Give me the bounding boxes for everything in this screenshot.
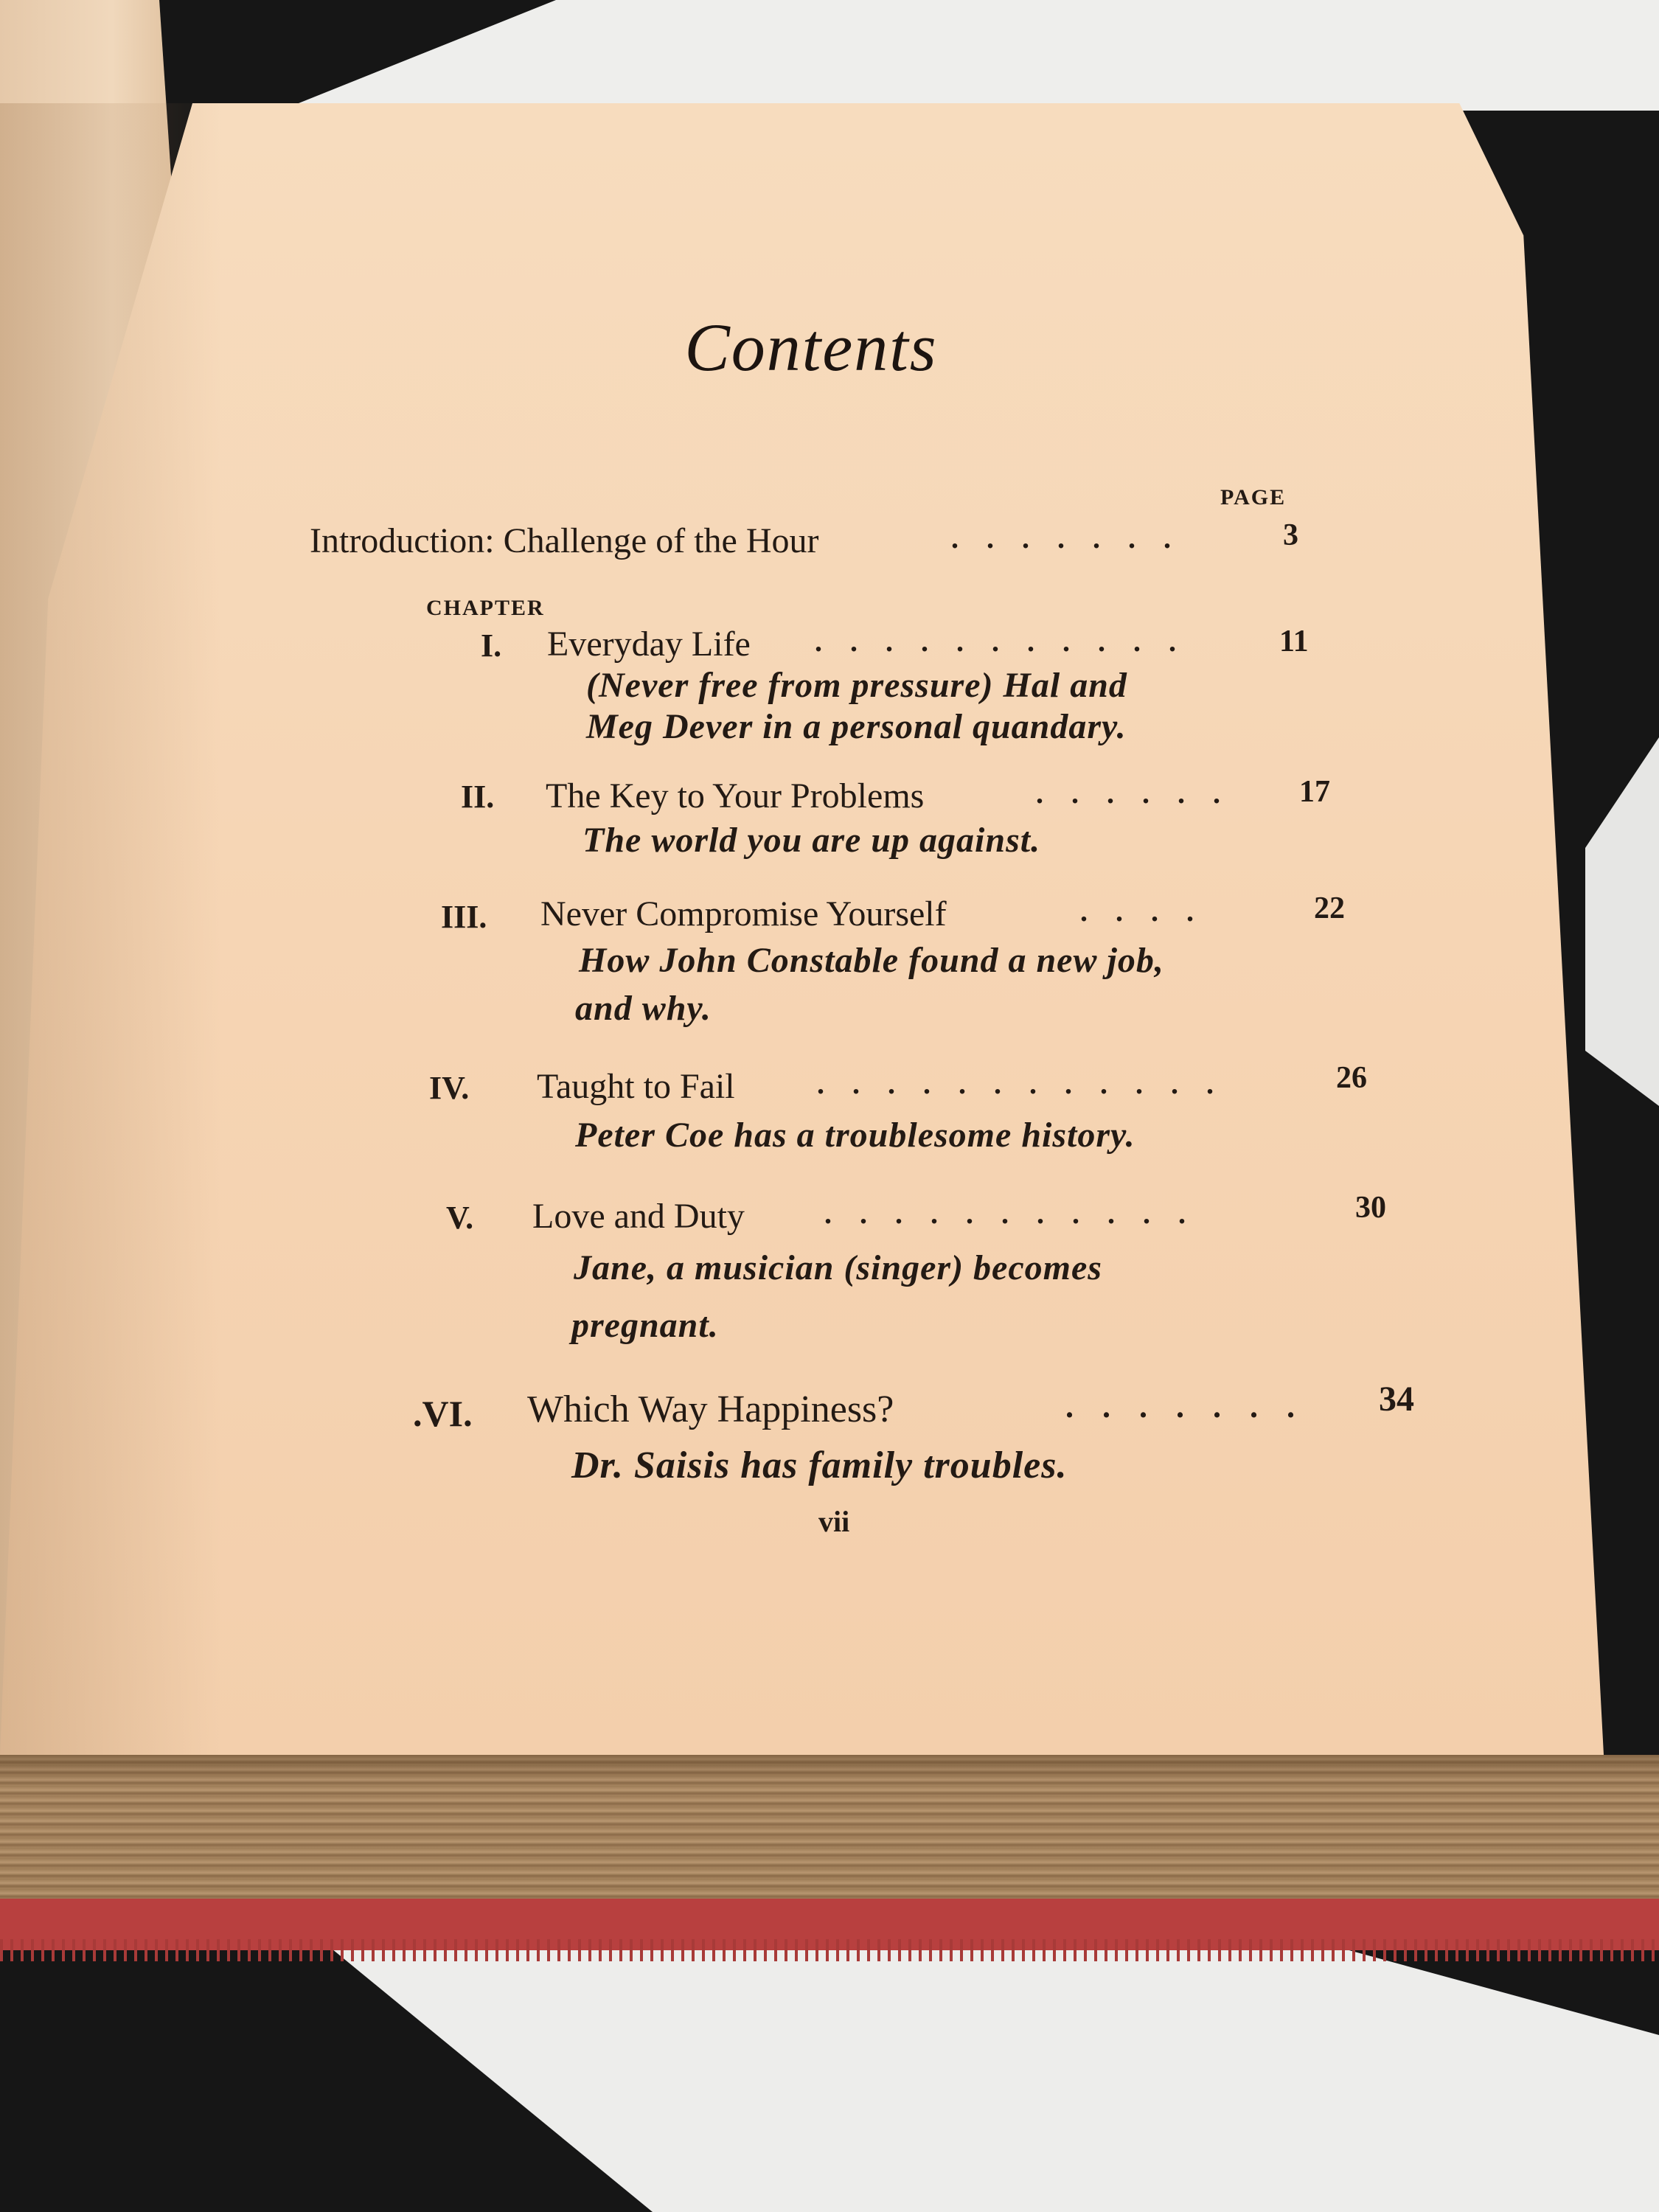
chapter-title: Which Way Happiness? [527,1388,894,1430]
chapter-number: II. [461,779,495,815]
cover-fray [0,1939,1659,1961]
chapter-number: V. [446,1200,474,1236]
chapter-description: Dr. Saisis has family troubles. [571,1444,1068,1486]
chapter-page-number: 17 [1299,775,1330,809]
chapter-column-header: CHAPTER [426,596,545,620]
chapter-description: (Never free from pressure) Hal and [586,666,1127,705]
leader-dots: . . . . . . [1036,776,1231,810]
chapter-number: IV. [429,1070,470,1106]
leader-dots: . . . . . . . . . . . [815,625,1186,658]
chapter-page-number: 11 [1279,625,1309,658]
chapter-title: Never Compromise Yourself [540,894,947,933]
chapter-description: Meg Dever in a personal quandary. [586,707,1127,746]
page-title: Contents [684,310,938,385]
chapter-page-number: 34 [1379,1380,1414,1419]
chapter-description: pregnant. [571,1306,719,1345]
chapter-title: Love and Duty [532,1197,745,1236]
leader-dots: . . . . [1080,894,1204,928]
chapter-number: I. [481,627,502,664]
chapter-number: .VI. [413,1393,473,1434]
introduction-title: Introduction: Challenge of the Hour [310,521,819,560]
chapter-page-number: 26 [1336,1061,1367,1095]
leader-dots: . . . . . . . [1065,1388,1305,1425]
page-column-header: PAGE [1220,485,1287,509]
background-floor [221,1917,1659,2212]
chapter-number: III. [441,899,487,935]
background-floor [1585,737,1659,1106]
introduction-page-number: 3 [1283,518,1298,552]
chapter-page-number: 22 [1314,891,1345,925]
chapter-description: The world you are up against. [582,821,1041,860]
chapter-title: The Key to Your Problems [546,776,925,815]
chapter-title: Taught to Fail [537,1067,735,1106]
chapter-page-number: 30 [1355,1191,1386,1225]
chapter-description: How John Constable found a new job, [579,941,1164,980]
background-floor [280,0,1659,111]
chapter-description: Jane, a musician (singer) becomes [574,1248,1102,1287]
chapter-description: and why. [575,989,712,1028]
chapter-title: Everyday Life [547,625,751,664]
introduction-leader-dots: . . . . . . . [951,521,1181,554]
leader-dots: . . . . . . . . . . . [824,1197,1196,1230]
page-edges-shadow [0,1755,1659,1784]
chapter-description: Peter Coe has a troublesome history. [575,1116,1135,1155]
page-folio-number: vii [818,1505,850,1538]
leader-dots: . . . . . . . . . . . . [817,1067,1224,1100]
